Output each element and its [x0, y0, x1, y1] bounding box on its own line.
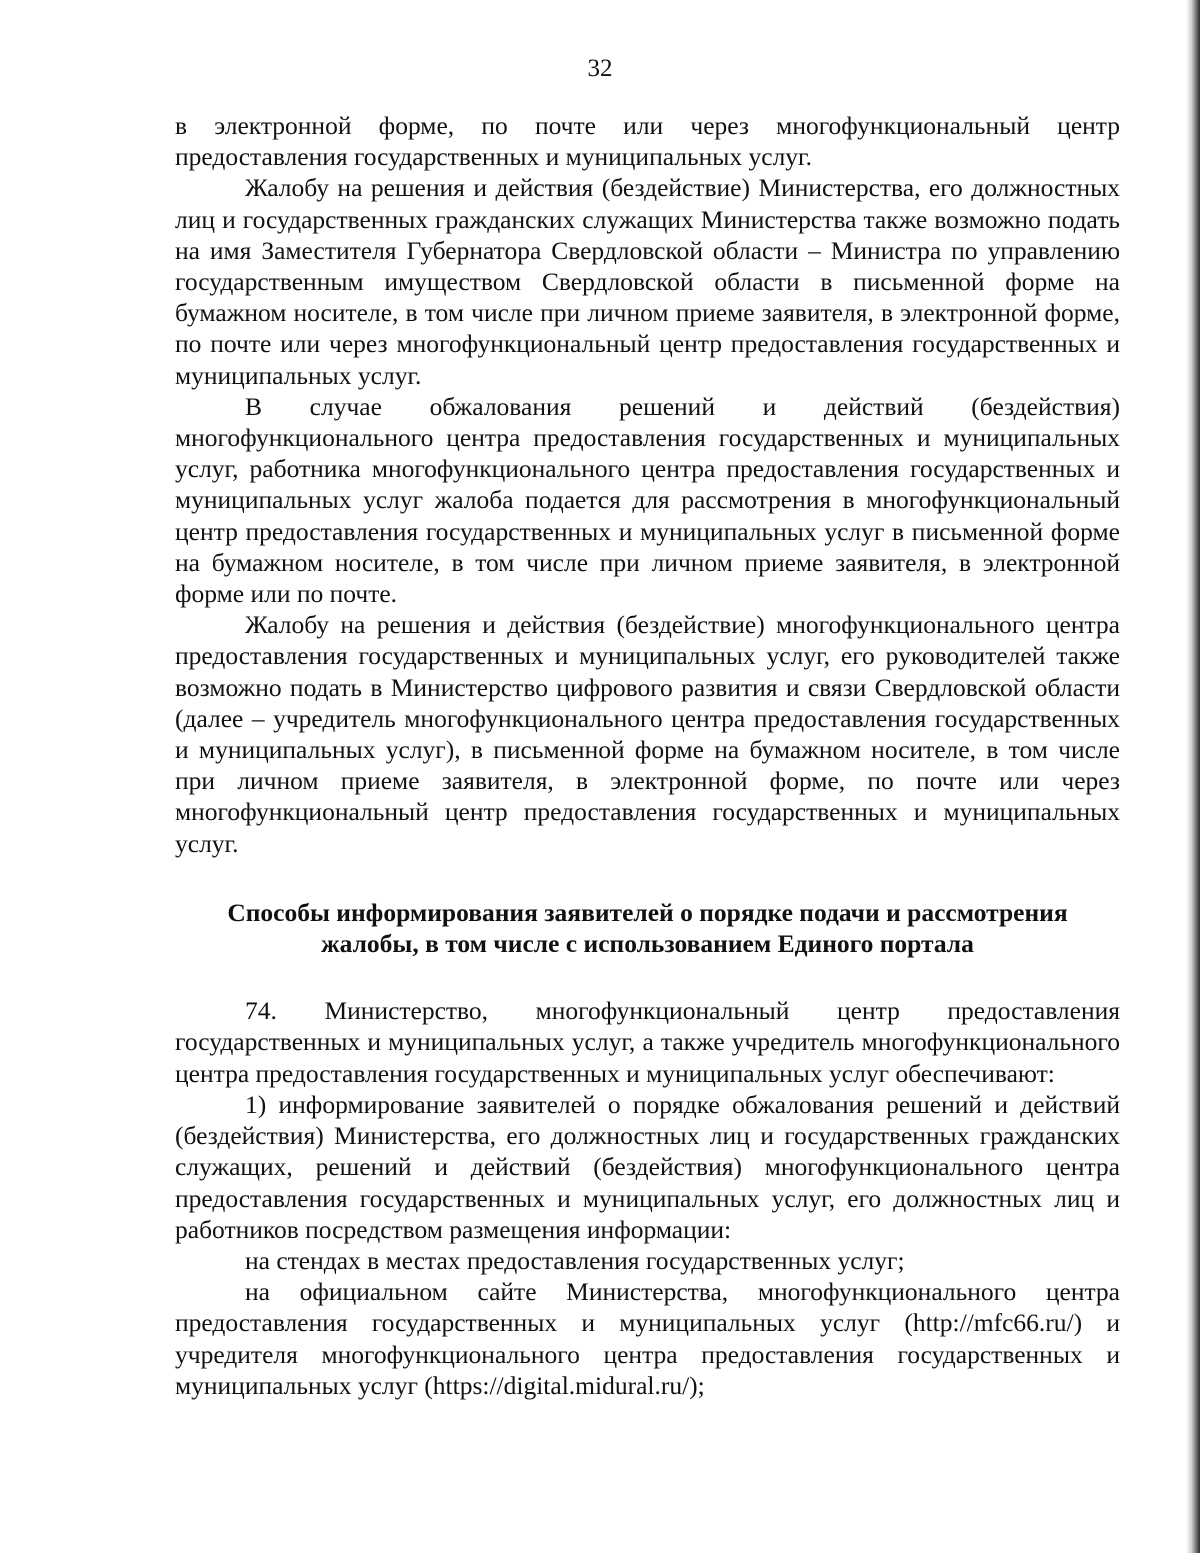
paragraph-continuation: в электронной форме, по почте или через многофункциональный центр предоставления государственных и муниципальных услуг.	[175, 111, 1120, 172]
section-heading-line-1: Способы информирования заявителей о порядке подачи и рассмотрения	[227, 897, 1068, 927]
scan-edge-shadow	[1186, 0, 1200, 1553]
paragraph-complaint-founder: Жалобу на решения и действия (бездействие) многофункционального центра предоставления государственных и муниципальных услуг, его руководителей также возможно подать в Министерство цифрового развития и связи Свердловской области (далее – учредитель многофункционального центра предоставления государственных и муниципальных услуг), в письменной форме на бумажном носителе, в том числе при личном приеме заявителя, в электронной форме, по почте или через многофункциональный центр предоставления государственных и муниципальных услуг.	[175, 610, 1120, 858]
paragraph-subitem-1: 1) информирование заявителей о порядке обжалования решений и действий (бездействия) Министерства, его должностных лиц и государственных гражданских служащих, решений и действий (бездействия) многофункционального центра предоставления государственных и муниципальных услуг, его должностных лиц и работников посредством размещения информации:	[175, 1089, 1120, 1244]
page-number: 32	[587, 55, 613, 82]
section-heading-line-2: жалобы, в том числе с использованием Единого портала	[321, 929, 974, 959]
paragraph-complaint-deputy-governor: Жалобу на решения и действия (бездействие) Министерства, его должностных лиц и государственных гражданских служащих Министерства также возможно подать на имя Заместителя Губернатора Свердловской области – Министра по управлению государственным имуществом Свердловской области в письменной форме на бумажном носителе, в том числе при личном приеме заявителя, в электронной форме, по почте или через многофункциональный центр предоставления государственных и муниципальных услуг.	[175, 173, 1120, 390]
paragraph-stands: на стендах в местах предоставления государственных услуг;	[245, 1245, 905, 1275]
paragraph-official-sites: на официальном сайте Министерства, многофункционального центра предоставления государственных и муниципальных услуг (http://mfc66.ru/) и учредителя многофункционального центра предоставления государственных и муниципальных услуг (https://digital.midural.ru/);	[175, 1277, 1120, 1400]
document-body	[175, 110, 1120, 1401]
section-heading	[175, 897, 1120, 959]
paragraph-item-74: 74. Министерство, многофункциональный центр предоставления государственных и муниципальных услуг, а также учредитель многофункционального центра предоставления государственных и муниципальных услуг обеспечивают:	[175, 996, 1120, 1088]
paragraph-complaint-mfc: В случае обжалования решений и действий (бездействия) многофункционального центра предоставления государственных и муниципальных услуг, работника многофункционального центра предоставления государственных и муниципальных услуг жалоба подается для рассмотрения в многофункциональный центр предоставления государственных и муниципальных услуг в письменной форме на бумажном носителе, в том числе при личном приеме заявителя, в электронной форме или по почте.	[175, 391, 1120, 609]
